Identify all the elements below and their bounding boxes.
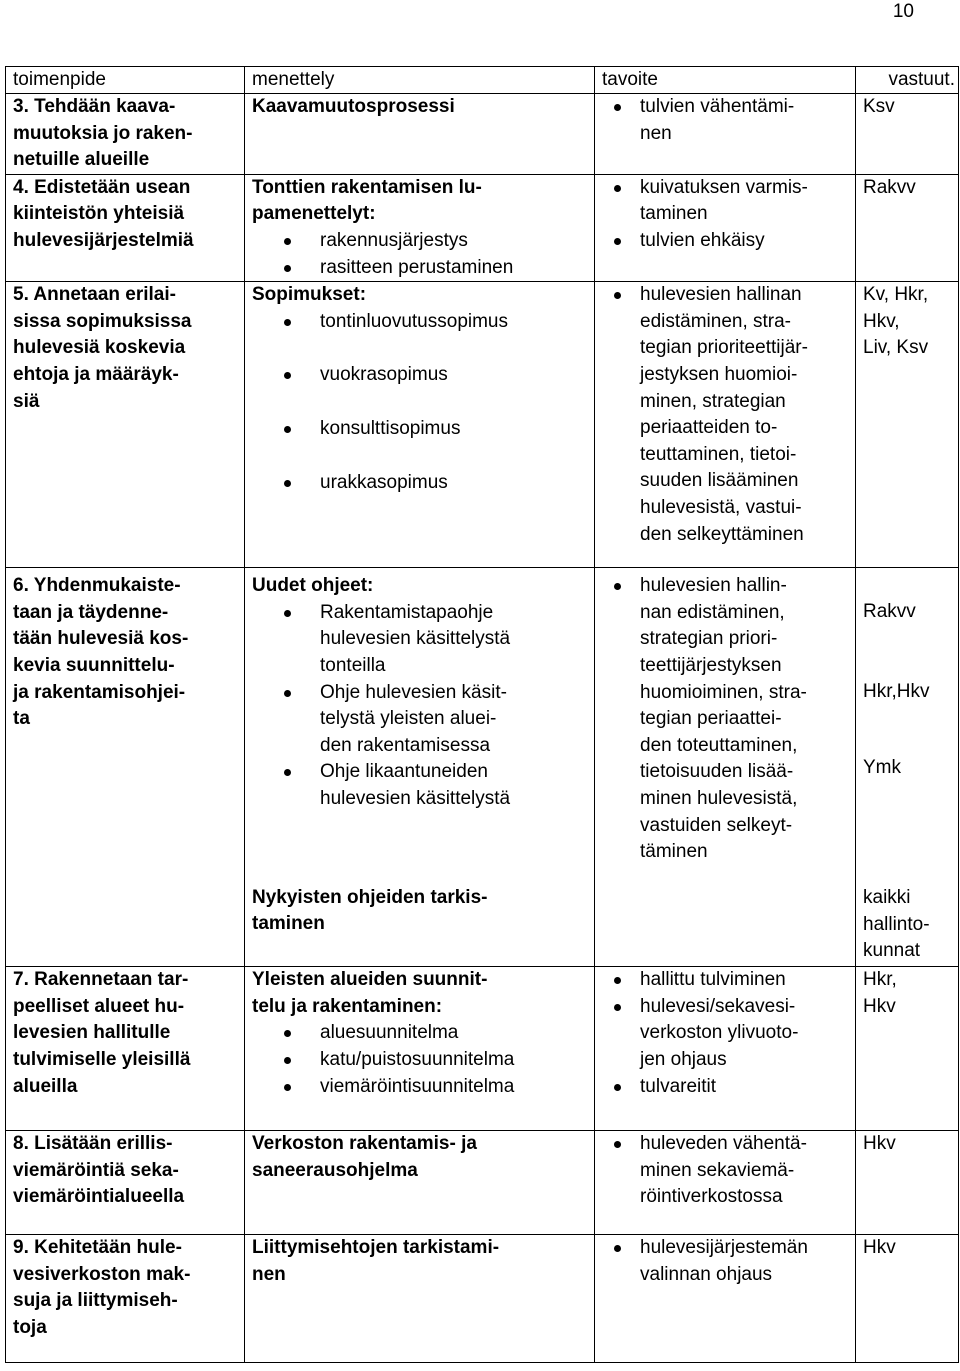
method-cell: Liittymisehtojen tarkistami- nen xyxy=(245,1235,595,1363)
bullet-icon xyxy=(284,480,291,487)
bullet-icon xyxy=(614,1141,621,1148)
table-row xyxy=(6,1131,959,1235)
bullet-icon xyxy=(284,610,291,617)
goal-cell xyxy=(595,1131,856,1235)
list-item: hulevesien hallin- nan edistäminen, strategian priori- teettijärjestyksen huomioiminen, stra- tegian periaattei- den toteuttaminen, tietoisuuden lisää- minen hulevesistä, vastuiden selkeyt- täminen xyxy=(602,573,852,866)
responsibility-cell: Hkv xyxy=(856,1131,959,1235)
table-row xyxy=(6,967,959,1131)
table-row xyxy=(6,568,959,967)
list-item: huleveden vähentä- minen sekaviemä- röintiverkostossa xyxy=(602,1131,852,1211)
list-item: urakkasopimus xyxy=(252,470,591,497)
measure-cell: 8. Lisätään erillis- viemäröintiä seka- viemäröintialueella xyxy=(6,1131,245,1235)
goal-cell xyxy=(595,1235,856,1363)
header-vastuut: vastuut. xyxy=(856,67,959,94)
bullet-icon xyxy=(284,1057,291,1064)
list-item: aluesuunnitelma xyxy=(252,1020,591,1047)
bullet-icon xyxy=(614,185,621,192)
bullet-icon xyxy=(614,292,621,299)
header-row xyxy=(6,67,959,94)
list-item: Ohje likaantuneiden hulevesien käsittelystä xyxy=(252,759,591,812)
bullet-icon xyxy=(284,319,291,326)
bullet-icon xyxy=(284,769,291,776)
responsibility-cell: Hkv xyxy=(856,1235,959,1363)
responsibility-cell: Rakvv Hkr,Hkv Ymk kaikki hallinto- kunnat xyxy=(856,568,959,967)
goal-cell xyxy=(595,568,856,967)
bullet-icon xyxy=(614,1245,621,1252)
table-row xyxy=(6,174,959,281)
list-item: Rakentamistapaohje hulevesien käsittelystä tonteilla xyxy=(252,600,591,680)
list-item: Ohje hulevesien käsit- telystä yleisten aluei- den rakentamisessa xyxy=(252,680,591,760)
measure-cell: 3. Tehdään kaava- muutoksia jo raken- netuille alueille xyxy=(6,94,245,175)
method-cell: Tonttien rakentamisen lu- pamenettelyt: rakennusjärjestys rasitteen perustaminen xyxy=(245,174,595,281)
table-row xyxy=(6,282,959,568)
header-toimenpide: toimenpide xyxy=(6,67,245,94)
bullet-icon xyxy=(284,372,291,379)
measure-cell: 6. Yhdenmukaiste- taan ja täydenne- tään hulevesiä kos- kevia suunnittelu- ja rakentamisohjei- ta xyxy=(6,568,245,967)
list-item: hulevesi/sekavesi- verkoston ylivuoto- jen ohjaus xyxy=(602,994,852,1074)
list-item: hulevesijärjestemän valinnan ohjaus xyxy=(602,1235,852,1288)
method-cell: Sopimukset: tontinluovutussopimus vuokrasopimus konsulttisopimus urakkasopimus xyxy=(245,282,595,568)
list-item: rakennusjärjestys xyxy=(252,228,591,255)
header-menettely: menettely xyxy=(245,67,595,94)
table-row xyxy=(6,1235,959,1363)
measure-cell: 4. Edistetään usean kiinteistön yhteisiä hulevesijärjestelmiä xyxy=(6,174,245,281)
goal-cell xyxy=(595,94,856,175)
goal-cell xyxy=(595,282,856,568)
header-tavoite: tavoite xyxy=(595,67,856,94)
goal-cell xyxy=(595,967,856,1131)
bullet-icon xyxy=(614,104,621,111)
list-item: tulvien vähentämi- nen xyxy=(602,94,852,147)
list-item: katu/puistosuunnitelma xyxy=(252,1047,591,1074)
bullet-icon xyxy=(614,1004,621,1011)
method-cell: Kaavamuutosprosessi xyxy=(245,94,595,175)
page-number: 10 xyxy=(892,1,914,22)
bullet-icon xyxy=(614,977,621,984)
responsibility-cell: Hkr, Hkv xyxy=(856,967,959,1131)
bullet-icon xyxy=(614,238,621,245)
bullet-icon xyxy=(284,1030,291,1037)
measure-cell: 9. Kehitetään hule- vesiverkoston mak- suja ja liittymiseh- toja xyxy=(6,1235,245,1363)
bullet-icon xyxy=(284,690,291,697)
list-item: hallittu tulviminen xyxy=(602,967,852,994)
list-item: tulvien ehkäisy xyxy=(602,228,852,255)
list-item: hulevesien hallinan edistäminen, stra- tegian prioriteettijär- jestyksen huomioi- minen, strategian periaatteiden to- teuttaminen, tietoi- suuden lisääminen hulevesistä, vastui- den selkeyttäminen xyxy=(602,282,852,548)
list-item: kuivatuksen varmis- taminen xyxy=(602,175,852,228)
measures-table xyxy=(5,66,959,1363)
responsibility-cell: Rakvv xyxy=(856,174,959,281)
bullet-icon xyxy=(614,1084,621,1091)
list-item: vuokrasopimus xyxy=(252,362,591,416)
measure-cell: 7. Rakennetaan tar- peelliset alueet hu- levesien hallitulle tulvimiselle yleisillä alueilla xyxy=(6,967,245,1131)
method-cell: Yleisten alueiden suunnit- telu ja rakentaminen: aluesuunnitelma katu/puistosuunnitelma viemäröintisuunnitelma xyxy=(245,967,595,1131)
responsibility-cell: Kv, Hkr, Hkv, Liv, Ksv xyxy=(856,282,959,568)
bullet-icon xyxy=(284,426,291,433)
bullet-icon xyxy=(614,583,621,590)
list-item: tulvareitit xyxy=(602,1074,852,1101)
list-item: viemäröintisuunnitelma xyxy=(252,1074,591,1101)
bullet-icon xyxy=(284,265,291,272)
table-row xyxy=(6,94,959,175)
method-cell: Verkoston rakentamis- ja saneerausohjelma xyxy=(245,1131,595,1235)
list-item: rasitteen perustaminen xyxy=(252,255,591,282)
responsibility-cell: Ksv xyxy=(856,94,959,175)
goal-cell xyxy=(595,174,856,281)
list-item: tontinluovutussopimus xyxy=(252,309,591,363)
list-item: konsulttisopimus xyxy=(252,416,591,470)
measure-cell: 5. Annetaan erilai- sissa sopimuksissa hulevesiä koskevia ehtoja ja määräyk- siä xyxy=(6,282,245,568)
bullet-icon xyxy=(284,238,291,245)
method-cell: Uudet ohjeet: Rakentamistapaohje hulevesien käsittelystä tonteilla Ohje hulevesien käsit- telystä yleisten aluei- den rakentamisessa Ohje likaantuneiden hulevesien käsittelystä Nykyisten ohjeiden tarkis- taminen xyxy=(245,568,595,967)
bullet-icon xyxy=(284,1084,291,1091)
